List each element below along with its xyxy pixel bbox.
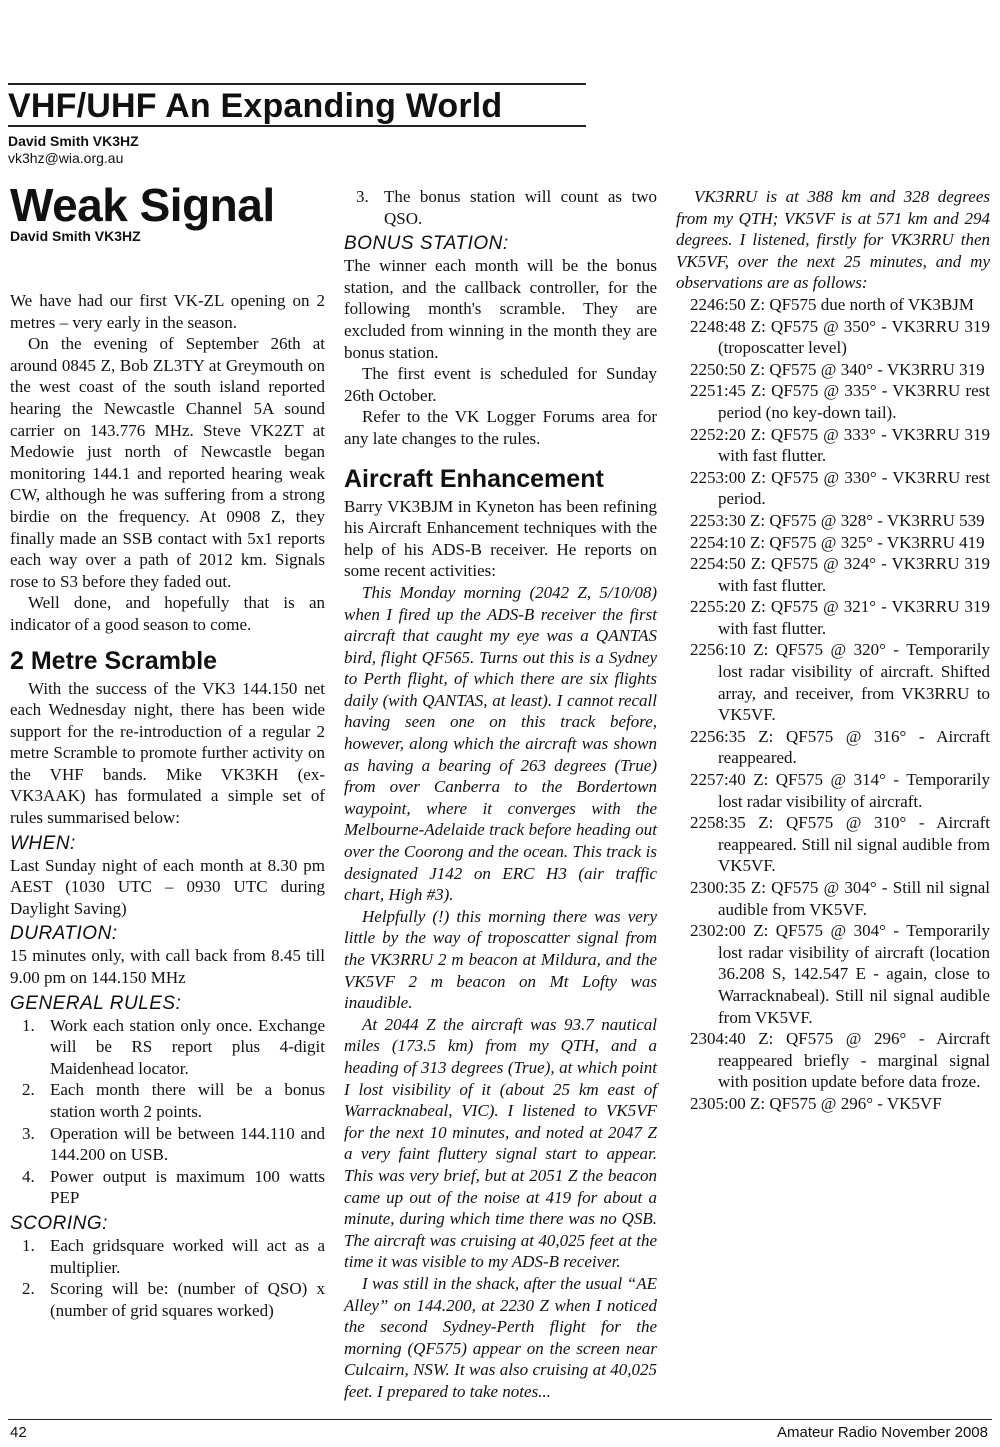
subheading-when: WHEN: <box>10 832 76 854</box>
list-item: 2. Each month there will be a bonus station worth 2 points. <box>22 1080 325 1121</box>
quote-paragraph: This Monday morning (2042 Z, 5/10/08) when I fired up the ADS-B receiver the first aircraft that caught my eye was a QANTAS bird, flight QF565. Turns out this is a Sydney to Perth flight, of which there are six flights daily (with QANTAS, at least). I cannot recall having seen one on this track before, however, along which the aircraft was shown as having a bearing of 263 degrees (True) from over Canberra to the Bordertown waypoint, where it converges with the Melbourne-Adelaide track before heading out over the Coorong and the ocean. This track is designated J142 on ERC H3 (air traffic chart, High #3). <box>344 582 657 905</box>
log-entry: 2257:40 Z: QF575 @ 314° - Temporarily lost radar visibility of aircraft. <box>690 770 990 811</box>
paragraph: With the success of the VK3 144.150 net each Wednesday night, there has been wide support for the re-introduction of a regular 2 metre Scramble to promote further activity on the VHF bands. Mike VK3KH (ex-VK3AAK) has formulated a simple set of rules summarised below: <box>10 678 325 828</box>
quote-paragraph: I was still in the shack, after the usual “AE Alley” on 144.200, at 2230 Z when I noticed the second Sydney-Perth flight for the morning (QF575) appear on the screen near Culcairn, NSW. It was also cruising at 40,025 feet. I prepared to take notes... <box>344 1273 657 1401</box>
column-author: David Smith VK3HZ <box>8 133 139 149</box>
log-entry: 2256:35 Z: QF575 @ 316° - Aircraft reappeared. <box>690 726 990 768</box>
paragraph: Well done, and hopefully that is an indicator of a good season to come. <box>10 593 325 634</box>
log-entry: 2305:00 Z: QF575 @ 296° - VK5VF <box>690 1093 942 1113</box>
section-heading-aircraft: Aircraft Enhancement <box>344 464 604 493</box>
publication-info: Amateur Radio November 2008 <box>777 1424 988 1441</box>
paragraph: Barry VK3BJM in Kyneton has been refining his Aircraft Enhancement techniques with the help of his ADS-B receiver. He reports on some recent activities: <box>344 496 657 581</box>
list-item: 3. The bonus station will count as two QSO. <box>356 187 657 228</box>
list-item: 4. Power output is maximum 100 watts PEP <box>22 1166 325 1208</box>
list-item: 2. Scoring will be: (number of QSO) x (number of grid squares worked) <box>22 1279 325 1320</box>
subheading-duration: DURATION: <box>10 923 118 945</box>
log-entry: 2254:10 Z: QF575 @ 325° - VK3RRU 419 <box>690 532 985 552</box>
log-entry: 2253:30 Z: QF575 @ 328° - VK3RRU 539 <box>690 510 985 530</box>
paragraph: On the evening of September 26th at around 0845 Z, Bob ZL3TY at Greymouth on the west coast of the south island reported hearing the Newcastle Channel 5A sound carrier on 143.776 MHz. Steve VK2ZT at Medowie just north of Newcastle began monitoring 144.1 and reported hearing weak CW, although he was suffering from a strong birdie on the frequency. At 0908 Z, they finally made an SSB contact with 5x1 reports each way over a path of 2012 km. Signals rose to S3 before they faded out. <box>10 334 325 591</box>
header-rule-top <box>8 83 586 85</box>
column-email: vk3hz@wia.org.au <box>8 150 124 166</box>
quote-paragraph: VK3RRU is at 388 km and 328 degrees from my QTH; VK5VF is at 571 km and 294 degrees. I listened, firstly for VK3RRU then VK5VF, over the next 25 minutes, and my observations are as follows: <box>676 187 990 293</box>
quote-paragraph: Helpfully (!) this morning there was very little by the way of troposcatter signal from the VK3RRU 2 m beacon at Mildura, and the VK5VF 2 m beacon on Mt Lofty was inaudible. <box>344 906 657 1013</box>
log-entry: 2304:40 Z: QF575 @ 296° - Aircraft reappeared briefly - marginal signal with position update before data froze. <box>690 1029 990 1092</box>
log-entry: 2252:20 Z: QF575 @ 333° - VK3RRU 319 with fast flutter. <box>690 424 990 466</box>
observation-log <box>676 294 990 1115</box>
subheading-scoring: SCORING: <box>10 1212 108 1234</box>
text-column-2 <box>344 186 657 1402</box>
log-entry: 2246:50 Z: QF575 due north of VK3BJM <box>690 294 974 314</box>
text-column-3 <box>676 186 990 1115</box>
paragraph: 15 minutes only, with call back from 8.45 till 9.00 pm on 144.150 MHz <box>10 946 325 988</box>
article-byline: David Smith VK3HZ <box>10 228 141 244</box>
list-item: 1. Work each station only once. Exchange will be RS report plus 4-digit Maidenhead locator. <box>22 1015 325 1078</box>
log-entry: 2253:00 Z: QF575 @ 330° - VK3RRU rest period. <box>690 467 990 509</box>
log-entry: 2250:50 Z: QF575 @ 340° - VK3RRU 319 <box>690 359 985 379</box>
column-title: VHF/UHF An Expanding World <box>8 87 503 125</box>
log-entry: 2300:35 Z: QF575 @ 304° - Still nil signal audible from VK5VF. <box>690 878 990 919</box>
paragraph: Last Sunday night of each month at 8.30 pm AEST (1030 UTC – 0930 UTC during Daylight Saving) <box>10 855 325 918</box>
subheading-bonus-station: BONUS STATION: <box>344 233 509 255</box>
log-entry: 2258:35 Z: QF575 @ 310° - Aircraft reappeared. Still nil signal audible from VK5VF. <box>690 813 990 876</box>
text-column-1 <box>10 179 325 1321</box>
scoring-list <box>10 1235 325 1321</box>
log-entry: 2251:45 Z: QF575 @ 335° - VK3RRU rest period (no key-down tail). <box>690 381 990 422</box>
rules-list <box>10 1015 325 1209</box>
paragraph: The first event is scheduled for Sunday 26th October. <box>344 364 657 405</box>
log-entry: 2255:20 Z: QF575 @ 321° - VK3RRU 319 with fast flutter. <box>690 597 990 638</box>
list-item: 3. Operation will be between 144.110 and 144.200 on USB. <box>22 1123 325 1165</box>
log-entry: 2256:10 Z: QF575 @ 320° - Temporarily lost radar visibility of aircraft. Shifted array, and receiver, from VK3RRU to VK5VF. <box>690 640 990 725</box>
footer-rule <box>8 1419 992 1420</box>
list-item: 1. Each gridsquare worked will act as a multiplier. <box>22 1235 325 1277</box>
paragraph: Refer to the VK Logger Forums area for any late changes to the rules. <box>344 407 657 448</box>
page-number: 42 <box>10 1424 27 1441</box>
quote-paragraph: At 2044 Z the aircraft was 93.7 nautical miles (173.5 km) from my QTH, and a heading of 313 degrees (True), at which point I lost visibility of it (about 25 km east of Warracknabeal, VIC). I listened to VK5VF for the next 10 minutes, and noted at 2047 Z a very faint fluttery signal start to appear. This was very brief, but at 2051 Z the beacon came up out of the noise at 419 for about a minute, during which time there was no QSB. The aircraft was cruising at 40,025 feet at the time it was visible to my ADS-B receiver. <box>344 1014 657 1272</box>
scoring-list-continued <box>344 186 657 229</box>
log-entry: 2302:00 Z: QF575 @ 304° - Temporarily lost radar visibility of aircraft (location 36.208 S, 142.547 E - again, close to Warracknabeal). Still nil signal audible from VK5VF. <box>690 921 990 1027</box>
section-heading-scramble: 2 Metre Scramble <box>10 646 218 675</box>
article-title: Weak Signal <box>10 179 275 231</box>
paragraph: We have had our first VK-ZL opening on 2 metres – very early in the season. <box>10 291 325 332</box>
log-entry: 2254:50 Z: QF575 @ 324° - VK3RRU 319 with fast flutter. <box>690 554 990 595</box>
paragraph: The winner each month will be the bonus station, and the callback controller, for the following month's scramble. They are excluded from winning in the month they are bonus station. <box>344 256 657 362</box>
log-entry: 2248:48 Z: QF575 @ 350° - VK3RRU 319 (troposcatter level) <box>690 316 990 358</box>
subheading-general-rules: GENERAL RULES: <box>10 992 182 1014</box>
column-header <box>8 88 588 167</box>
